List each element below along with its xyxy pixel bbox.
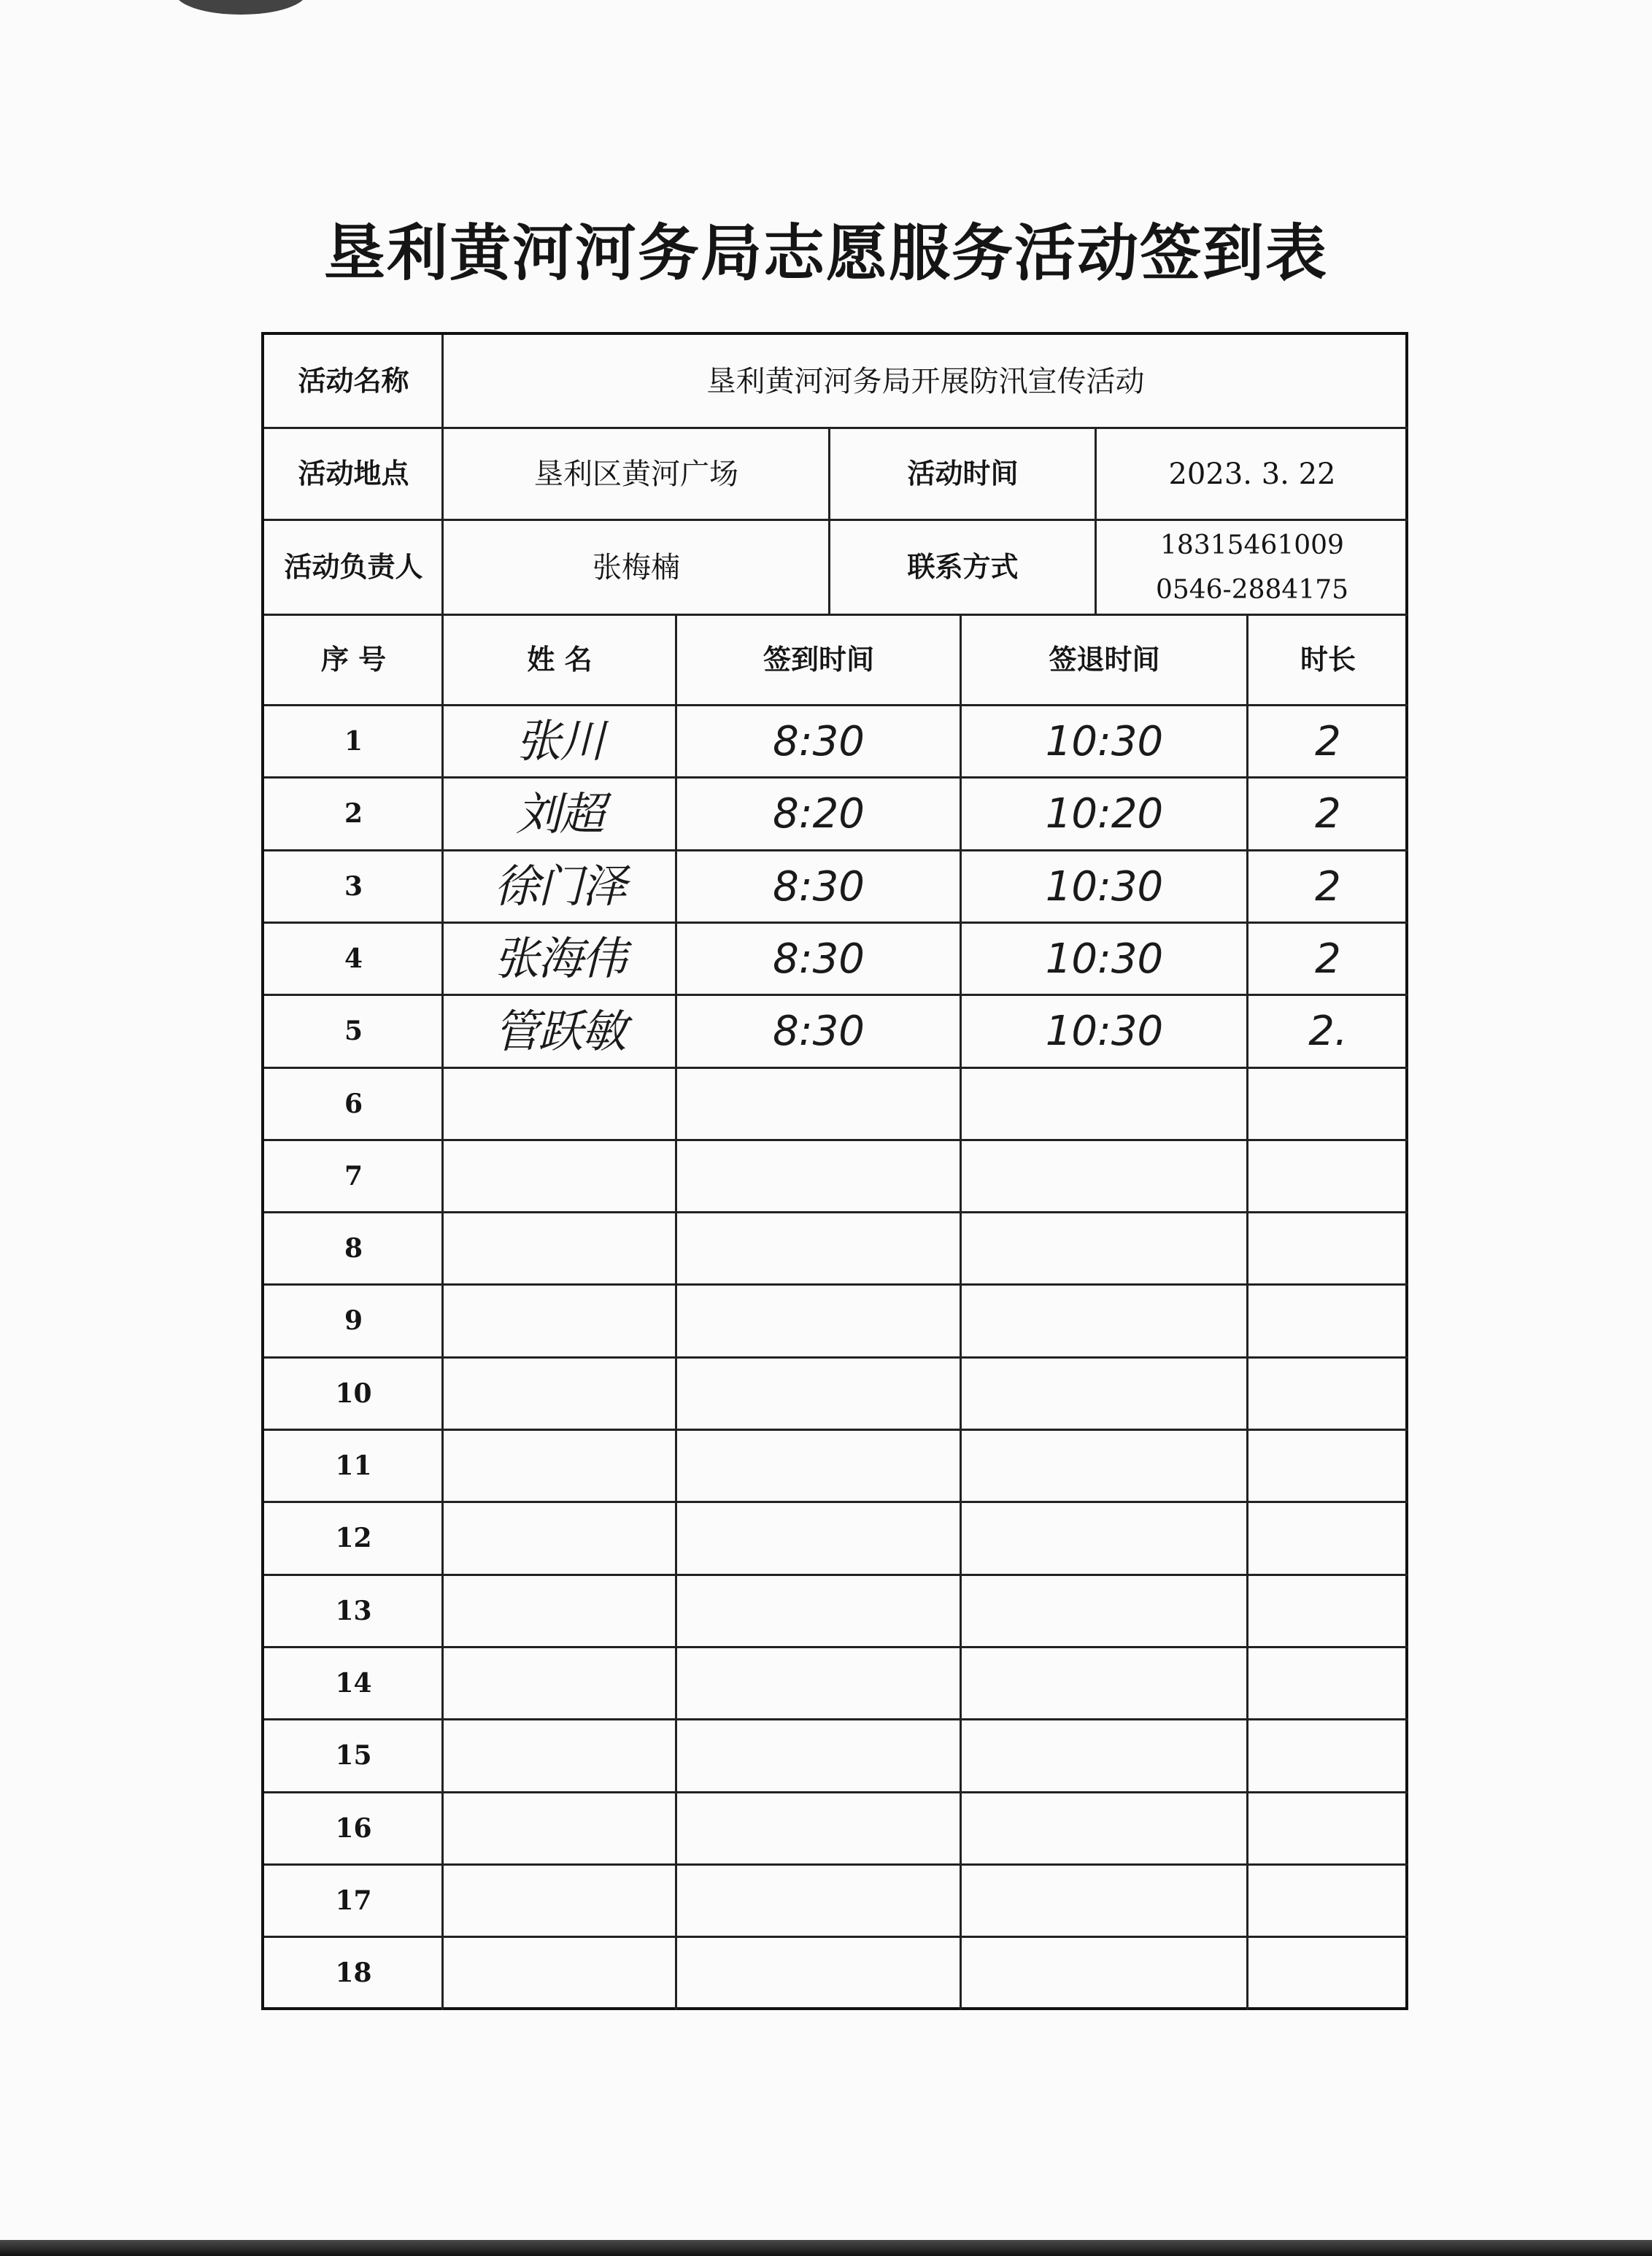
cell-name-signature: [443, 1213, 676, 1285]
contact-phone-mobile: 18315461009: [1160, 530, 1344, 560]
contact-phone-office: 0546-2884175: [1155, 575, 1349, 605]
cell-hours: 2: [1315, 935, 1341, 983]
cell-no: 6: [344, 1088, 363, 1119]
cell-no: 9: [344, 1305, 363, 1337]
cell-sign-out-time: [961, 1865, 1248, 1937]
col-header-no: 序 号: [320, 644, 387, 676]
cell-no: 7: [344, 1160, 363, 1191]
cell-sign-out-time: 10:30: [1045, 1008, 1164, 1056]
rule: [264, 614, 1408, 616]
cell-hours: [1248, 1647, 1408, 1720]
cell-sign-in-time: [676, 1937, 961, 2009]
cell-no: 4: [344, 943, 363, 974]
cell-name-signature: [443, 1285, 676, 1357]
cell-hours: [1248, 1213, 1408, 1285]
cell-no: 2: [344, 798, 363, 830]
cell-sign-in-time: [676, 1068, 961, 1140]
cell-hours: 2.: [1308, 1008, 1348, 1056]
col-header-sign-out: 签退时间: [1049, 644, 1160, 676]
cell-name-signature: 徐门泽: [493, 859, 625, 913]
cell-name-signature: [443, 1358, 676, 1430]
cell-sign-out-time: [961, 1502, 1248, 1575]
cell-sign-in-time: 8:20: [773, 790, 865, 838]
col-header-sign-in: 签到时间: [763, 644, 874, 676]
cell-sign-out-time: [961, 1430, 1248, 1502]
cell-sign-in-time: 8:30: [773, 862, 865, 911]
leader-label: 活动负责人: [284, 551, 423, 584]
col-header-hours: 时长: [1300, 644, 1356, 676]
cell-name-signature: [443, 1720, 676, 1792]
cell-no: 11: [335, 1450, 372, 1482]
cell-sign-in-time: [676, 1575, 961, 1647]
time-label: 活动时间: [907, 457, 1019, 490]
cell-sign-out-time: 10:30: [1045, 862, 1164, 911]
cell-hours: 2: [1315, 862, 1341, 911]
cell-sign-in-time: [676, 1647, 961, 1720]
cell-name-signature: [443, 1502, 676, 1575]
rule: [264, 427, 1408, 429]
contact-value: [1096, 520, 1408, 615]
cell-sign-out-time: [961, 1647, 1248, 1720]
scan-shadow-bottom: [0, 2240, 1652, 2256]
cell-name-signature: [443, 1937, 676, 2009]
cell-name-signature: [443, 1647, 676, 1720]
cell-no: 18: [335, 1958, 372, 1989]
cell-name-signature: [443, 1068, 676, 1140]
cell-sign-in-time: 8:30: [773, 718, 865, 766]
cell-sign-out-time: [961, 1140, 1248, 1213]
cell-sign-out-time: [961, 1793, 1248, 1865]
cell-no: 1: [344, 726, 363, 757]
cell-name-signature: [443, 1865, 676, 1937]
cell-hours: 2: [1315, 790, 1341, 838]
cell-no: 12: [335, 1523, 372, 1554]
col-header-name: 姓 名: [527, 644, 593, 676]
cell-name-signature: 刘超: [515, 787, 603, 841]
contact-label: 联系方式: [907, 551, 1019, 584]
cell-hours: [1248, 1140, 1408, 1213]
cell-sign-out-time: [961, 1575, 1248, 1647]
cell-sign-out-time: [961, 1213, 1248, 1285]
cell-name-signature: [443, 1793, 676, 1865]
document-title: 垦利黄河河务局志愿服务活动签到表: [323, 217, 1328, 289]
time-value: 2023. 3. 22: [1168, 457, 1336, 491]
cell-hours: 2: [1315, 718, 1341, 766]
cell-sign-in-time: 8:30: [773, 935, 865, 983]
activity-name-value: 垦利黄河河务局开展防汛宣传活动: [706, 365, 1145, 398]
rule: [828, 427, 830, 615]
cell-sign-out-time: [961, 1068, 1248, 1140]
cell-no: 3: [344, 870, 363, 902]
cell-hours: [1248, 1793, 1408, 1865]
cell-hours: [1248, 1865, 1408, 1937]
cell-sign-in-time: [676, 1502, 961, 1575]
cell-sign-out-time: 10:20: [1045, 790, 1164, 838]
cell-name-signature: [443, 1430, 676, 1502]
activity-name-label: 活动名称: [298, 365, 409, 398]
cell-sign-in-time: [676, 1865, 961, 1937]
cell-name-signature: [443, 1575, 676, 1647]
cell-no: 14: [335, 1667, 372, 1699]
cell-hours: [1248, 1358, 1408, 1430]
cell-name-signature: 管跃敏: [493, 1004, 625, 1058]
rule: [1095, 427, 1097, 615]
cell-hours: [1248, 1068, 1408, 1140]
cell-no: 10: [335, 1378, 372, 1409]
cell-sign-in-time: [676, 1430, 961, 1502]
cell-no: 17: [335, 1885, 372, 1916]
cell-sign-in-time: [676, 1358, 961, 1430]
cell-no: 16: [335, 1812, 372, 1844]
cell-sign-in-time: 8:30: [773, 1008, 865, 1056]
cell-sign-out-time: 10:30: [1045, 935, 1164, 983]
cell-sign-out-time: 10:30: [1045, 718, 1164, 766]
cell-hours: [1248, 1575, 1408, 1647]
location-value: 垦利区黄河广场: [534, 457, 738, 491]
cell-sign-out-time: [961, 1358, 1248, 1430]
scan-shadow-top: [175, 0, 306, 15]
cell-sign-out-time: [961, 1937, 1248, 2009]
leader-value: 张梅楠: [593, 551, 680, 584]
cell-hours: [1248, 1720, 1408, 1792]
cell-hours: [1248, 1285, 1408, 1357]
location-label: 活动地点: [298, 457, 409, 490]
cell-sign-out-time: [961, 1285, 1248, 1357]
cell-hours: [1248, 1937, 1408, 2009]
cell-no: 5: [344, 1016, 363, 1047]
cell-name-signature: 张海伟: [493, 932, 625, 986]
cell-sign-out-time: [961, 1720, 1248, 1792]
sign-in-sheet: [261, 332, 1408, 2010]
cell-sign-in-time: [676, 1213, 961, 1285]
cell-no: 15: [335, 1740, 372, 1772]
cell-sign-in-time: [676, 1793, 961, 1865]
cell-hours: [1248, 1430, 1408, 1502]
cell-no: 8: [344, 1233, 363, 1264]
cell-name-signature: 张川: [515, 714, 603, 768]
cell-hours: [1248, 1502, 1408, 1575]
cell-no: 13: [335, 1595, 372, 1626]
cell-sign-in-time: [676, 1140, 961, 1213]
cell-sign-in-time: [676, 1285, 961, 1357]
rule: [264, 519, 1408, 521]
cell-sign-in-time: [676, 1720, 961, 1792]
cell-name-signature: [443, 1140, 676, 1213]
